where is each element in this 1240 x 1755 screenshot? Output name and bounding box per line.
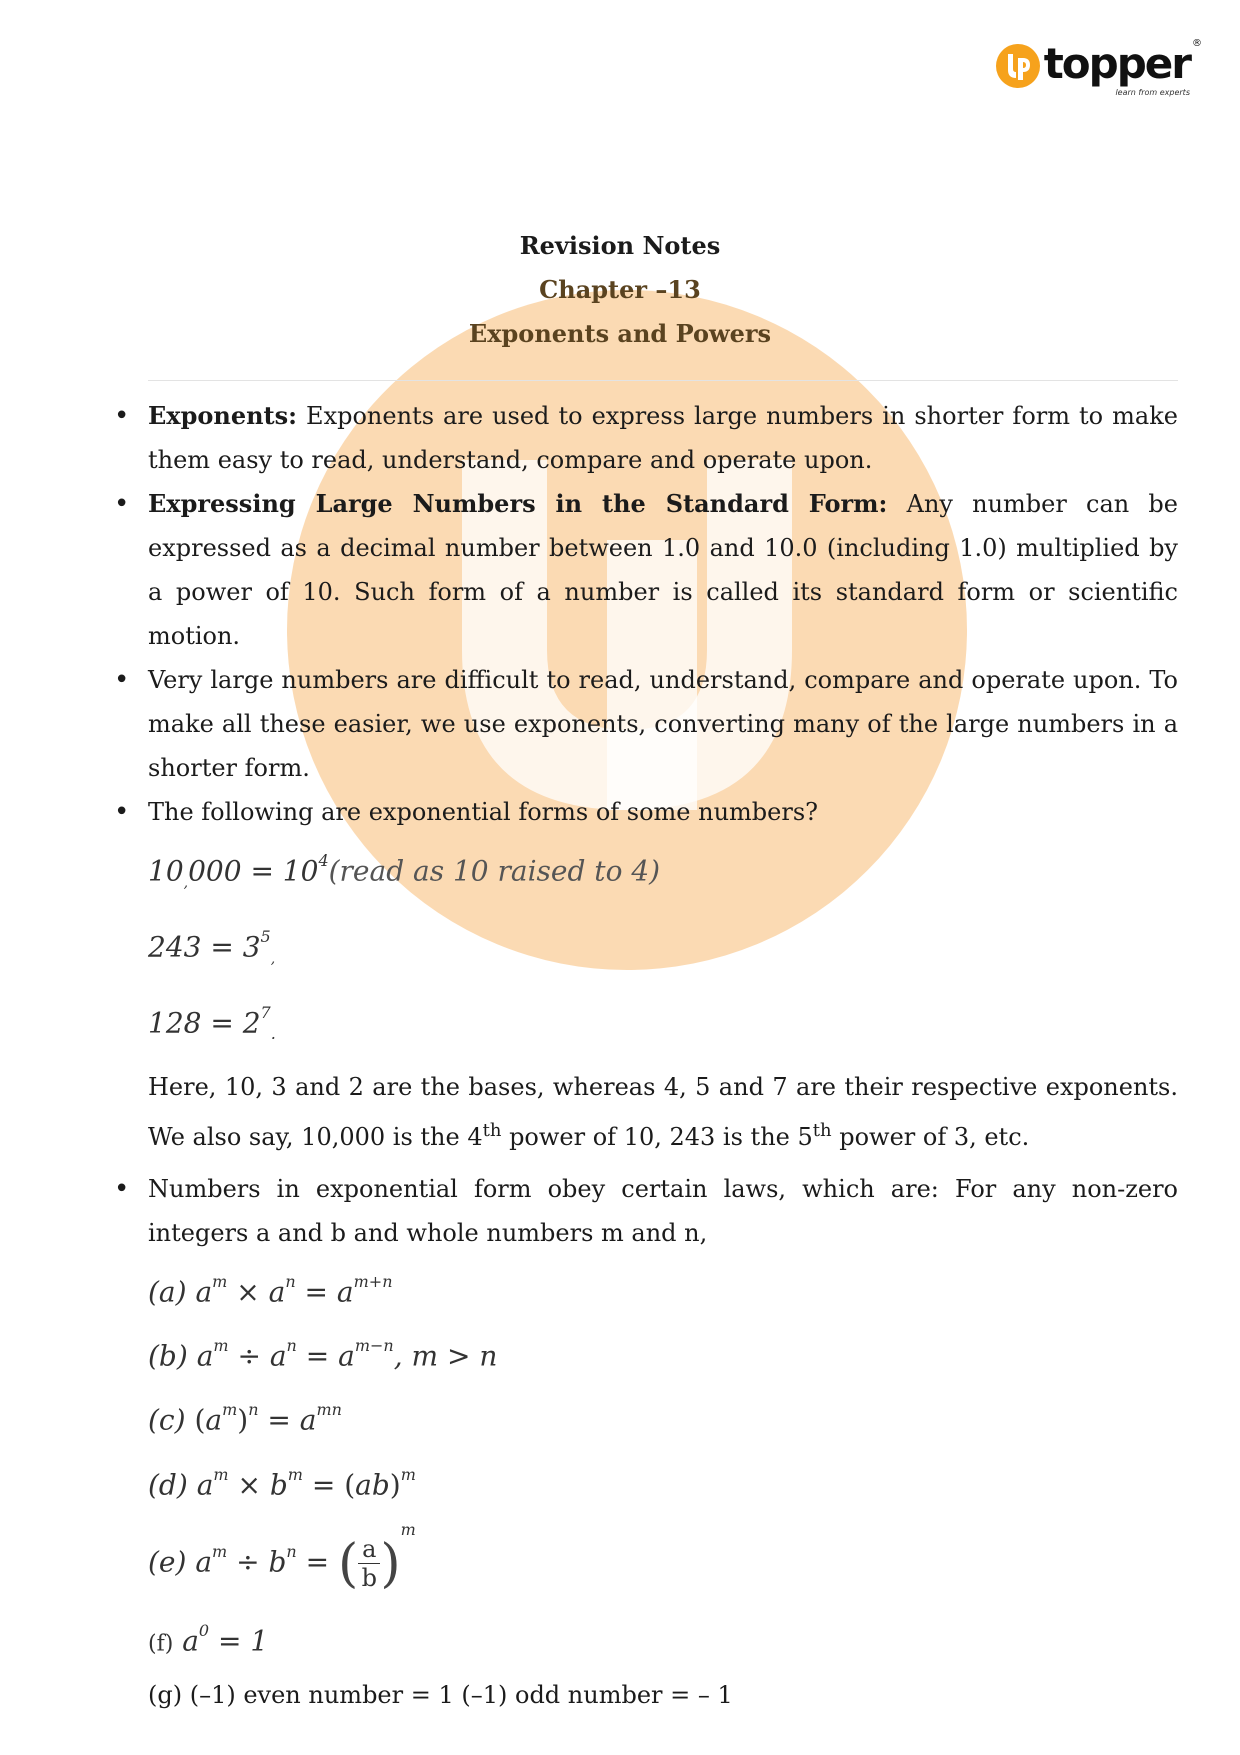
registered-mark: ® <box>1192 38 1202 49</box>
law-d: (d) $a^m \times b^m = (ab)^m$ <box>148 1464 416 1502</box>
fraction-a-over-b: $\frac{a}{b}$ <box>358 1535 380 1592</box>
bullet-list <box>148 1167 1178 1255</box>
bullet-text: Exponents are used to express large numbers in shorter form to make them easy to read, understand, compare and operate upon. <box>148 402 1178 474</box>
law-e: (e) $a^m \div b^n$ = ( $\frac{a}{b}$ )$^m$ <box>148 1520 416 1594</box>
law-g: (g) (–1) even number = 1 (–1) odd number = – 1 <box>148 1681 733 1710</box>
bases-explanation: Here, 10, 3 and 2 are the bases, whereas 4, 5 and 7 are their respective exponents. We also say, 10,000 is the 4th power of 10, 243 is the 5th power of 3, etc. <box>148 1072 1178 1151</box>
page-title: Revision Notes <box>519 231 721 260</box>
list-item <box>148 482 1178 658</box>
bullet-text: Very large numbers are difficult to read, understand, compare and operate upon. To make all these easier, we use exponents, converting many of the large numbers in a shorter form. <box>148 666 1178 782</box>
bullet-text: Any number can be expressed as a decimal number between 1.0 and 10.0 (including 1.0) multiplied by a power of 10. Such form of a number is called its standard form or scientific motion. <box>148 490 1178 650</box>
subject-title: Exponents and Powers <box>468 319 772 348</box>
term-standard-form: Expressing Large Numbers in the Standard Form: <box>148 489 888 518</box>
bullet-list <box>148 394 1178 834</box>
example-243: $243 = 3^5_,$ <box>148 926 276 967</box>
chapter-title: Chapter –13 <box>539 275 701 304</box>
notes-content <box>148 394 1178 1717</box>
brand-tagline: learn from experts <box>1115 88 1190 97</box>
topper-logo-icon <box>996 44 1040 88</box>
list-item <box>148 394 1178 482</box>
list-item <box>148 658 1178 790</box>
law-c: (c) $(a^m)^n = a^{mn}$ <box>148 1400 342 1437</box>
example-128: $128 = 2^7_.$ <box>148 1002 276 1043</box>
law-b: (b) $a^m \div a^n = a^{m-n}$, m > n <box>148 1336 498 1373</box>
brand-name: topper ® learn from experts <box>1043 38 1202 97</box>
term-exponents: Exponents: <box>148 401 298 430</box>
divider <box>148 380 1178 381</box>
laws-block <box>148 1257 1178 1717</box>
list-item <box>148 1167 1178 1255</box>
bullet-text: Numbers in exponential form obey certain laws, which are: For any non-zero integers a and b and whole numbers m and n, <box>148 1174 1178 1247</box>
list-item <box>148 790 1178 834</box>
bullet-text: The following are exponential forms of some numbers? <box>148 798 819 826</box>
example-10000: $10_,000$ = $10^4(read$ as 10 raised to 4) <box>148 851 661 891</box>
brand-logo[interactable] <box>996 38 1202 97</box>
header <box>0 224 1240 356</box>
law-f: (f) $a^0 = 1$ <box>148 1620 269 1658</box>
law-a: (a) $a^m \times a^n = a^{m+n}$ <box>148 1271 393 1309</box>
examples-block <box>148 836 1178 1063</box>
